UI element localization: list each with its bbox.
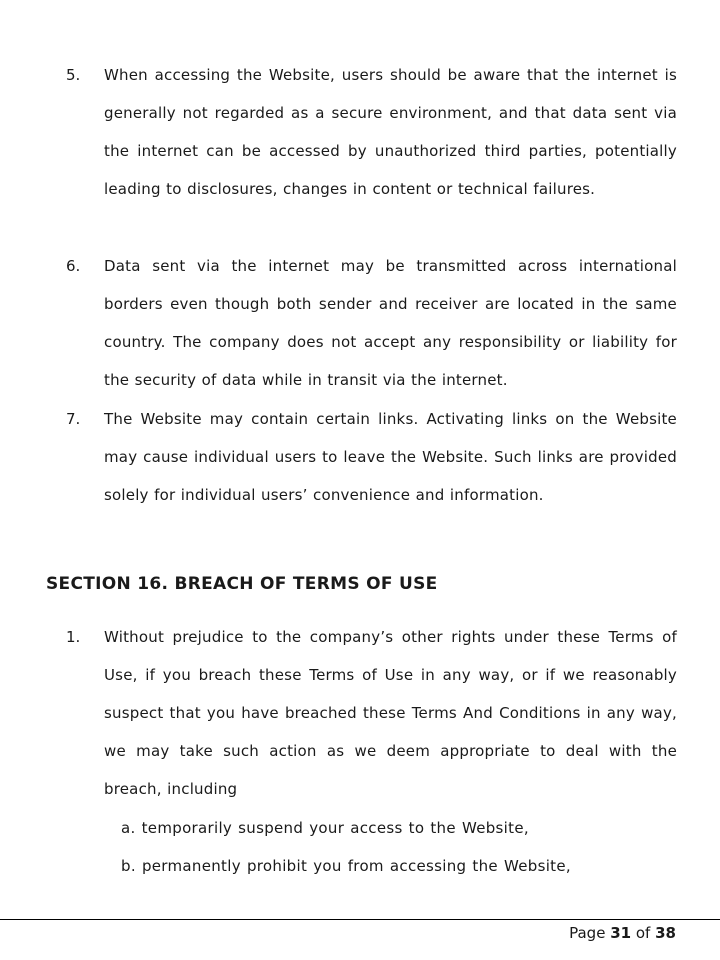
list-number: 5. (66, 66, 81, 84)
list-item-text: When accessing the Website, users should be aware that the internet is generally not regarded as a secure environment, and that data sent via the internet can be accessed by unauthorized third parties, potentially leading to disclosures, changes in content or technical failures. (104, 66, 677, 198)
page-number (569, 920, 676, 946)
list-number: 6. (66, 257, 81, 275)
list-item-text: The Website may contain certain links. Activating links on the Website may cause individual users to leave the Website. Such links are provided solely for individual users’ convenience and information. (104, 410, 677, 504)
section-heading: SECTION 16. BREACH OF TERMS OF USE (46, 574, 438, 594)
page-label: Page (569, 924, 606, 942)
list-number: 7. (66, 410, 81, 428)
current-page: 31 (610, 924, 632, 942)
of-label: of (635, 924, 651, 942)
list-item-text: Data sent via the internet may be transmitted across international borders even though both sender and receiver are located in the same country. The company does not accept any responsibility or liability for the security of data while in transit via the internet. (104, 257, 677, 389)
sub-item-a: a. temporarily suspend your access to the Website, (121, 819, 529, 837)
list-item-text: Without prejudice to the company’s other rights under these Terms of Use, if you breach these Terms of Use in any way, or if we reasonably suspect that you have breached these Terms And Conditions in any way, we may take such action as we deem appropriate to deal with the breach, including (104, 628, 677, 798)
list-number: 1. (66, 628, 81, 646)
total-pages: 38 (655, 924, 676, 942)
sub-item-b: b. permanently prohibit you from accessing the Website, (121, 857, 571, 875)
